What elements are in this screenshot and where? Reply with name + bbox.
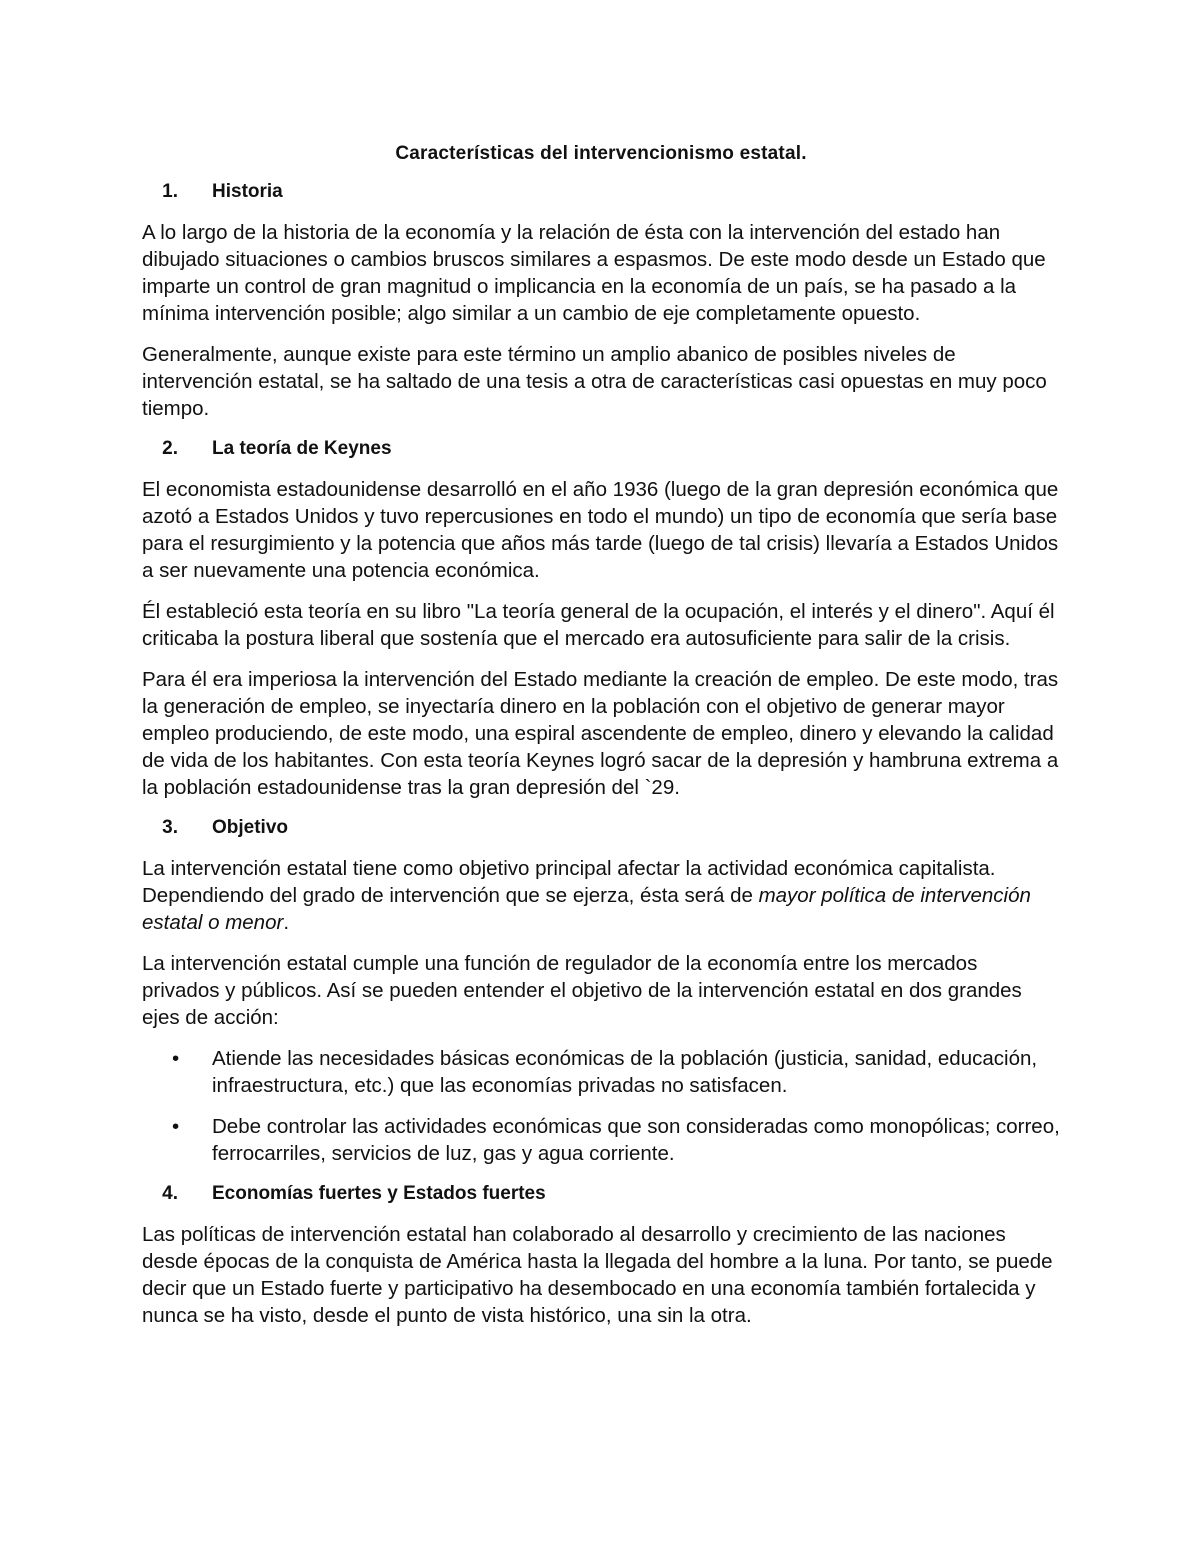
bullet-list [142, 1045, 1060, 1167]
bullet-icon: • [172, 1115, 180, 1138]
paragraph: Para él era imperiosa la intervención del Estado mediante la creación de empleo. De este modo, tras la generación de empleo, se inyectaría dinero en la población con el objetivo de generar mayor empleo produciendo, de este modo, una espiral ascendente de empleo, dinero y elevando la calidad de vida de los habitantes. Con esta teoría Keynes logró sacar de la depresión y hambruna extrema a la población estadounidense tras la gran depresión del `29. [142, 668, 1059, 799]
paragraph-text: La intervención estatal tiene como objetivo principal afectar la actividad económica capitalista. Dependiendo del grado de intervención que se ejerza, ésta será de [142, 857, 996, 907]
section-heading-text: Historia [212, 181, 283, 202]
list-item [142, 1113, 1060, 1167]
paragraph: La intervención estatal cumple una función de regulador de la economía entre los mercados privados y públicos. Así se pueden entender el objetivo de la intervención estatal en dos grandes ejes de acción: [142, 952, 1022, 1029]
section-number: 3. [162, 817, 178, 838]
section-heading-text: La teoría de Keynes [212, 438, 392, 459]
section-heading-keynes [142, 436, 1060, 462]
list-item-text: Atiende las necesidades básicas económicas de la población (justicia, sanidad, educación, infraestructura, etc.) que las economías privadas no satisfacen. [212, 1047, 1038, 1097]
section-heading-historia [142, 179, 1060, 205]
paragraph [142, 855, 1060, 936]
section-number: 1. [162, 181, 178, 202]
list-item-text: Debe controlar las actividades económicas que son consideradas como monopólicas; correo, ferrocarriles, servicios de luz, gas y agua corriente. [212, 1115, 1060, 1165]
paragraph: Generalmente, aunque existe para este término un amplio abanico de posibles niveles de intervención estatal, se ha saltado de una tesis a otra de características casi opuestas en muy poco tiempo. [142, 343, 1047, 420]
section-heading-economias [142, 1181, 1060, 1207]
section-number: 4. [162, 1183, 178, 1204]
section-heading-text: Economías fuertes y Estados fuertes [212, 1183, 546, 1204]
section-number: 2. [162, 438, 178, 459]
paragraph: Las políticas de intervención estatal han colaborado al desarrollo y crecimiento de las naciones desde épocas de la conquista de América hasta la llegada del hombre a la luna. Por tanto, se puede decir que un Estado fuerte y participativo ha desembocado en una economía también fortalecida y nunca se ha visto, desde el punto de vista histórico, una sin la otra. [142, 1223, 1053, 1327]
paragraph: A lo largo de la historia de la economía y la relación de ésta con la intervención del estado han dibujado situaciones o cambios bruscos similares a espasmos. De este modo desde un Estado que imparte un control de gran magnitud o implicancia en la economía de un país, se ha pasado a la mínima intervención posible; algo similar a un cambio de eje completamente opuesto. [142, 221, 1046, 325]
bullet-icon: • [172, 1047, 180, 1070]
list-item [142, 1045, 1060, 1099]
paragraph: Él estableció esta teoría en su libro "La teoría general de la ocupación, el interés y el dinero". Aquí él criticaba la postura liberal que sostenía que el mercado era autosuficiente para salir de la crisis. [142, 600, 1055, 650]
paragraph: El economista estadounidense desarrolló en el año 1936 (luego de la gran depresión económica que azotó a Estados Unidos y tuvo repercusiones en todo el mundo) un tipo de economía que sería base para el resurgimiento y la potencia que años más tarde (luego de tal crisis) llevaría a Estados Unidos a ser nuevamente una potencia económica. [142, 478, 1059, 582]
paragraph-text: . [283, 911, 290, 934]
section-heading-objetivo [142, 815, 1060, 841]
document-title: Características del intervencionismo estatal. [395, 143, 807, 164]
italic-text: mayor política de intervención estatal o menor [142, 884, 1031, 934]
section-heading-text: Objetivo [212, 817, 289, 838]
